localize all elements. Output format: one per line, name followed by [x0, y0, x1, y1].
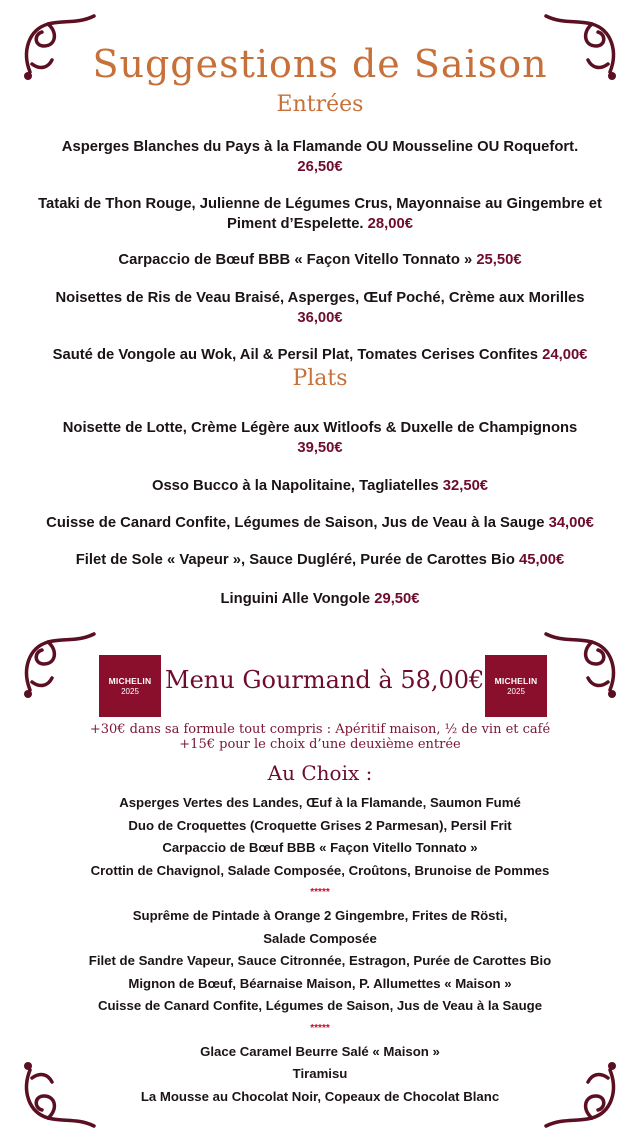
michelin-badge-left	[99, 655, 161, 717]
item-name: Linguini Alle Vongole	[220, 591, 371, 607]
item-name: Tataki de Thon Rouge, Julienne de Légumes Crus, Mayonnaise au Gingembre et Piment d’Espelette.	[38, 196, 602, 232]
item-price: 45,00€	[518, 552, 565, 568]
menu-item	[14, 589, 626, 609]
section-heading-plats: Plats	[292, 366, 348, 391]
menu-item	[14, 418, 626, 458]
menu-item	[14, 288, 626, 328]
page-title: Suggestions de Saison	[92, 42, 548, 86]
badge-label: MICHELIN	[108, 676, 152, 686]
gourmand-list	[10, 792, 630, 1108]
item-name: Osso Bucco à la Napolitaine, Tagliatelles	[151, 478, 439, 494]
menu-item	[14, 250, 626, 270]
item-name: Asperges Blanches du Pays à la Flamande OU Mousseline OU Roquefort.	[61, 139, 579, 155]
list-item: Glace Caramel Beurre Salé « Maison »	[200, 1043, 440, 1059]
list-item: La Mousse au Chocolat Noir, Copeaux de Chocolat Blanc	[140, 1088, 500, 1104]
item-name: Noisette de Lotte, Crème Légère aux Witloofs & Duxelle de Champignons	[62, 420, 578, 436]
badge-year: 2025	[121, 687, 139, 696]
ornament-mid-left-icon	[18, 630, 100, 702]
item-price: 39,50€	[297, 440, 343, 456]
item-price: 36,00€	[297, 310, 343, 326]
item-name: Carpaccio de Bœuf BBB « Façon Vitello Tonnato »	[118, 252, 473, 268]
list-item: Filet de Sandre Vapeur, Sauce Citronnée, Estragon, Purée de Carottes Bio	[88, 953, 552, 969]
separator: *****	[310, 1022, 330, 1034]
choice-heading: Au Choix :	[267, 761, 373, 785]
menu-item	[14, 476, 626, 496]
item-name: Sauté de Vongole au Wok, Ail & Persil Plat, Tomates Cerises Confites	[52, 347, 539, 363]
menu-item	[14, 513, 626, 533]
item-price: 32,50€	[442, 478, 489, 494]
item-price: 29,50€	[374, 591, 420, 607]
separator: *****	[310, 887, 330, 899]
item-price: 26,50€	[297, 159, 343, 175]
item-name: Cuisse de Canard Confite, Légumes de Saison, Jus de Veau à la Sauge	[46, 515, 545, 531]
list-item: Salade Composée	[263, 930, 377, 946]
gourmand-title: Menu Gourmand à 58,00€	[165, 666, 485, 694]
gourmand-note-extra: +15€ pour le choix d’une deuxième entrée	[179, 737, 461, 752]
menu-item	[14, 550, 626, 570]
item-price: 34,00€	[548, 515, 594, 531]
menu-item	[14, 194, 626, 234]
list-item: Asperges Vertes des Landes, Œuf à la Flamande, Saumon Fumé	[119, 795, 521, 810]
list-item: Duo de Croquettes (Croquette Grises 2 Parmesan), Persil Frit	[128, 817, 512, 833]
badge-year: 2025	[507, 687, 525, 696]
section-heading-entrees: Entrées	[276, 92, 364, 117]
item-name: Noisettes de Ris de Veau Braisé, Asperges, Œuf Poché, Crème aux Morilles	[55, 290, 585, 306]
list-item: Suprême de Pintade à Orange 2 Gingembre, Frites de Rösti,	[132, 907, 508, 923]
menu-item	[14, 345, 626, 365]
list-item: Crottin de Chavignol, Salade Composée, Croûtons, Brunoise de Pommes	[90, 862, 550, 878]
item-price: 24,00€	[542, 347, 588, 363]
item-name: Filet de Sole « Vapeur », Sauce Dugléré, Purée de Carottes Bio	[75, 552, 515, 568]
menu-item	[14, 137, 626, 177]
list-item: Cuisse de Canard Confite, Légumes de Saison, Jus de Veau à la Sauge	[97, 998, 543, 1014]
list-item: Mignon de Bœuf, Béarnaise Maison, P. Allumettes « Maison »	[128, 975, 512, 991]
badge-label: MICHELIN	[494, 676, 538, 686]
list-item: Tiramisu	[292, 1066, 348, 1082]
gourmand-note-formula: +30€ dans sa formule tout compris : Apéritif maison, ½ de vin et café	[89, 722, 551, 737]
item-price: 25,50€	[476, 252, 522, 268]
michelin-badge-right	[485, 655, 547, 717]
item-price: 28,00€	[367, 216, 413, 232]
list-item: Carpaccio de Bœuf BBB « Façon Vitello Tonnato »	[162, 840, 478, 856]
ornament-mid-right-icon	[540, 630, 622, 702]
